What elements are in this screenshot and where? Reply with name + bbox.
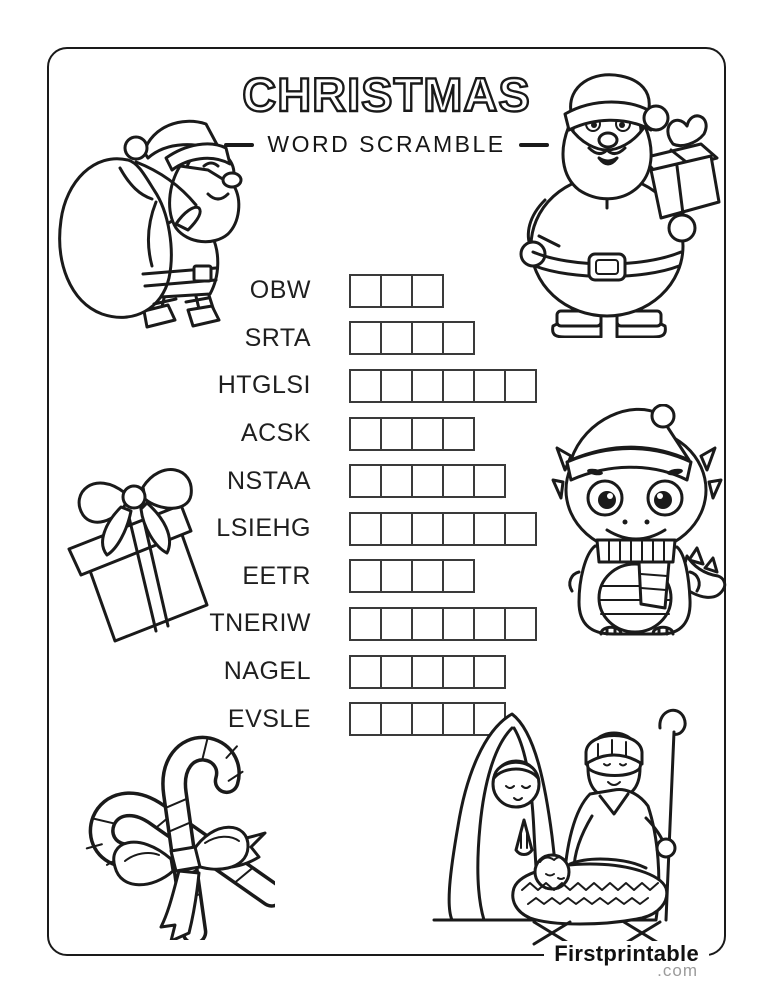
scramble-word: NSTAA [227,466,311,495]
answer-boxes [349,464,506,498]
answer-box[interactable] [473,464,506,498]
answer-box[interactable] [442,512,475,546]
page-subtitle: WORD SCRAMBLE [267,131,506,158]
answer-box[interactable] [380,655,413,689]
scramble-word: OBW [249,276,311,305]
answer-box[interactable] [411,607,444,641]
answer-boxes [349,607,537,641]
candy-canes-illustration [55,715,275,940]
answer-boxes [349,274,444,308]
answer-box[interactable] [349,464,382,498]
answer-box[interactable] [411,559,444,593]
answer-boxes [349,512,537,546]
answer-box[interactable] [349,512,382,546]
answer-boxes [349,559,475,593]
scramble-word: HTGLSI [217,371,311,400]
santa-with-sack-illustration [48,108,245,335]
answer-box[interactable] [504,607,537,641]
answer-box[interactable] [349,274,382,308]
scramble-word: NAGEL [223,657,311,686]
page-title: CHRISTMAS [242,68,531,121]
scramble-word: EVSLE [227,704,311,733]
scramble-word: EETR [242,561,311,590]
scramble-word: LSIEHG [216,514,311,543]
footer-brand: Firstprintable [544,941,709,967]
answer-box[interactable] [411,655,444,689]
answer-box[interactable] [380,321,413,355]
answer-box[interactable] [380,702,413,736]
answer-box[interactable] [504,369,537,403]
footer-domain: .com [657,961,698,980]
answer-box[interactable] [411,512,444,546]
answer-box[interactable] [442,655,475,689]
answer-box[interactable] [473,607,506,641]
answer-box[interactable] [349,321,382,355]
answer-box[interactable] [380,512,413,546]
answer-box[interactable] [349,559,382,593]
answer-boxes [349,369,537,403]
answer-box[interactable] [349,655,382,689]
answer-box[interactable] [349,702,382,736]
word-row [0,362,773,410]
answer-box[interactable] [380,607,413,641]
answer-box[interactable] [411,369,444,403]
answer-box[interactable] [473,369,506,403]
answer-boxes [349,655,506,689]
answer-box[interactable] [473,512,506,546]
santa-with-gift-illustration [505,66,727,338]
answer-box[interactable] [442,369,475,403]
answer-box[interactable] [442,464,475,498]
scramble-word: ACSK [240,419,311,448]
answer-box[interactable] [411,417,444,451]
answer-box[interactable] [380,464,413,498]
answer-box[interactable] [380,417,413,451]
answer-box[interactable] [411,464,444,498]
gift-box-illustration [55,453,213,643]
dinosaur-santa-hat-illustration [549,404,727,636]
answer-box[interactable] [349,369,382,403]
answer-box[interactable] [411,321,444,355]
answer-box[interactable] [411,274,444,308]
answer-box[interactable] [442,417,475,451]
answer-box[interactable] [442,607,475,641]
answer-box[interactable] [349,417,382,451]
answer-box[interactable] [504,512,537,546]
scramble-word: SRTA [244,323,311,352]
answer-box[interactable] [473,655,506,689]
answer-box[interactable] [442,559,475,593]
nativity-scene-illustration [428,688,690,946]
answer-box[interactable] [380,559,413,593]
answer-boxes [349,321,475,355]
answer-box[interactable] [349,607,382,641]
answer-box[interactable] [442,321,475,355]
answer-box[interactable] [380,274,413,308]
scramble-word: TNERIW [209,609,311,638]
answer-boxes [349,417,475,451]
answer-box[interactable] [380,369,413,403]
